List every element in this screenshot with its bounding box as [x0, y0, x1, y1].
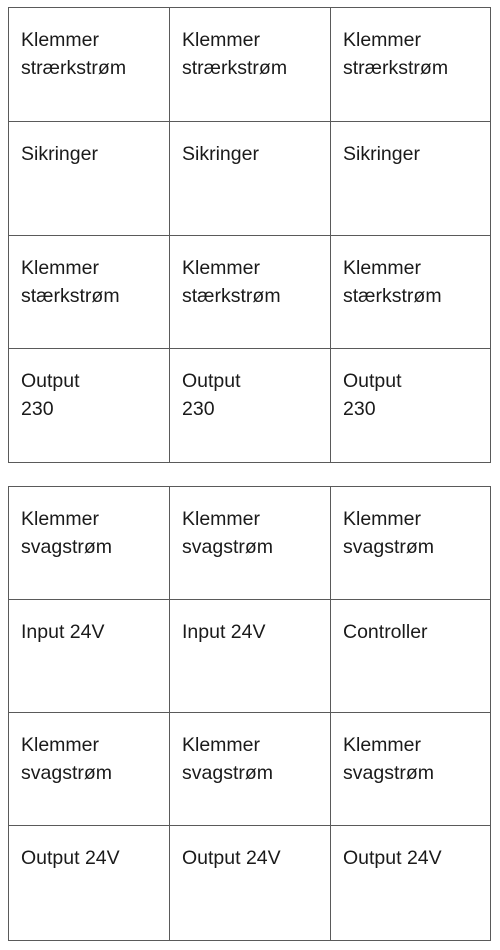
cell-controller: Controller [331, 600, 490, 713]
cell-input-24v: Input 24V [9, 600, 170, 713]
cell-terminals-strong: Klemmer strærkstrøm [170, 8, 331, 122]
cell-terminals-weak: Klemmer svagstrøm [9, 713, 170, 826]
panel-weak-current [8, 486, 491, 941]
cell-output-230: Output 230 [343, 370, 402, 420]
cell-terminals-strong: Klemmer strærkstrøm [331, 8, 490, 122]
cell-output-24v: Output 24V [170, 826, 331, 940]
cell-terminals-weak: Klemmer svagstrøm [331, 713, 490, 826]
cell-fuses: Sikringer [9, 122, 170, 236]
cell-output-24v: Output 24V [9, 826, 170, 940]
cell-terminals-weak: Klemmer svagstrøm [170, 487, 331, 600]
cell-output-230: Output 230 [9, 349, 170, 462]
cell-terminals-weak: Klemmer svagstrøm [331, 487, 490, 600]
panel-strong-current [8, 7, 491, 463]
cell-terminals-strong: Klemmer strærkstrøm [9, 8, 170, 122]
cell-terminals-weak: Klemmer svagstrøm [9, 487, 170, 600]
cell-terminals-strong: Klemmer stærkstrøm [9, 236, 170, 349]
cell-fuses: Sikringer [170, 122, 331, 236]
cell-terminals-weak: Klemmer svagstrøm [170, 713, 331, 826]
cell-output-24v: Output 24V [343, 847, 442, 869]
cell-terminals-strong: Klemmer stærkstrøm [170, 236, 331, 349]
cell-terminals-strong: Klemmer stærkstrøm [331, 236, 490, 349]
cell-fuses: Sikringer [331, 122, 490, 236]
cell-output-230: Output 230 [170, 349, 331, 462]
cell-input-24v: Input 24V [170, 600, 331, 713]
